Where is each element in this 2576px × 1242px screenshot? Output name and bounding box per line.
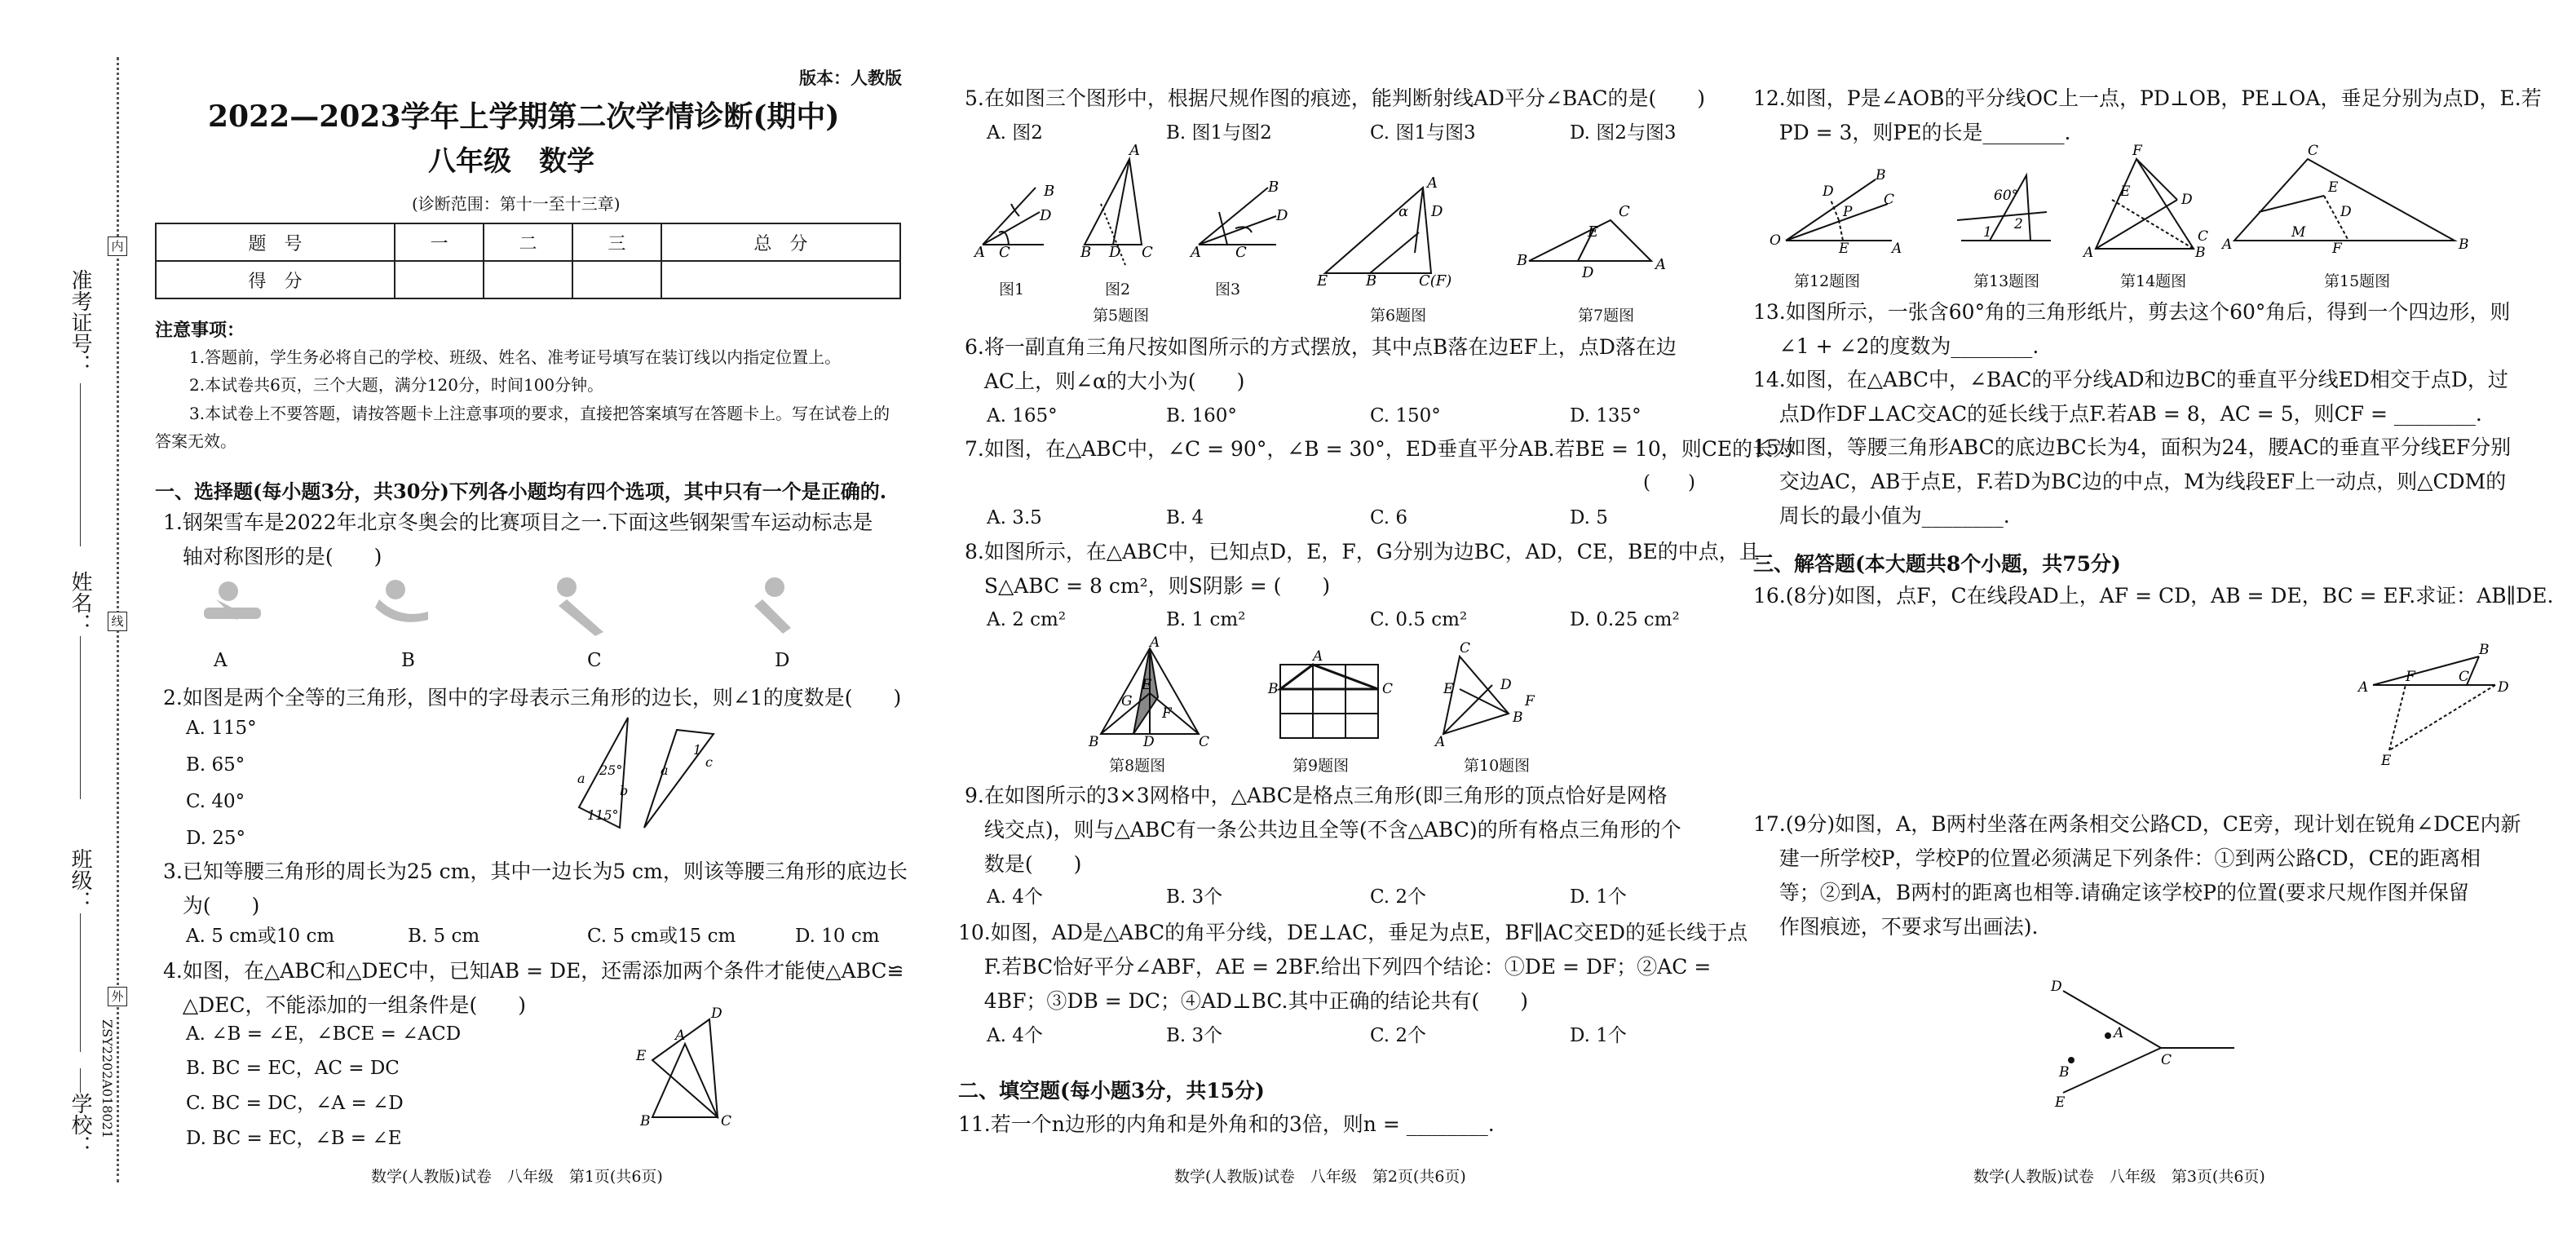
q10-caption: 第10题图 [1464, 757, 1531, 775]
q9-option-b: B. 3个 [1166, 886, 1223, 908]
q5-figures [974, 142, 1741, 294]
q5-fig1-caption: 图1 [999, 281, 1025, 298]
binding-mark-line: 线 [108, 612, 127, 631]
svg-text:O: O [1770, 232, 1781, 249]
svg-text:A: A [1129, 142, 1140, 159]
svg-text:60°: 60° [1994, 188, 2019, 204]
svg-text:α: α [1398, 203, 1409, 220]
svg-text:C: C [1884, 192, 1895, 208]
question-13: 13.如图所示，一张含60°角的三角形纸片，剪去这个60°角后，得到一个四边形，则 ∠1 + ∠2的度数为________. [1753, 300, 2511, 358]
q3-option-b: B. 5 cm [408, 926, 480, 947]
score-table [155, 223, 901, 299]
svg-text:A: A [1191, 244, 1201, 261]
question-15: 15.如图，等腰三角形ABC的底边BC长为4，面积为24，腰AC的垂直平分线EF分别 交边AC，AB于点E，F.若D为BC边的中点，M为线段EF上一动点，则△CDM的 周长的最小值为________. [1753, 435, 2512, 528]
q12-caption: 第12题图 [1794, 272, 1861, 290]
exam-title: 2022—2023学年上学期第二次学情诊断(期中) [208, 99, 840, 134]
q3-option-c: C. 5 cm或15 cm [587, 926, 736, 947]
question-6: 6.将一副直角三角尺按如图所示的方式摆放，其中点B落在边EF上，点D落在边 AC上，则∠α的大小为( ) [965, 335, 1677, 393]
svg-text:D: D [2051, 979, 2062, 995]
svg-text:a: a [661, 762, 669, 778]
q1-option-d: D [775, 650, 790, 671]
question-5: 5.在如图三个图形中，根据尺规作图的痕迹，能判断射线AD平分∠BAC的是( ) [965, 86, 1705, 110]
score-cell-3[interactable] [572, 261, 661, 298]
svg-text:G: G [1121, 693, 1133, 709]
q9-caption: 第9题图 [1292, 757, 1350, 775]
question-3: 3.已知等腰三角形的周长为25 cm，其中一边长为5 cm，则该等腰三角形的底边长 为( ) [163, 860, 908, 917]
q17-figure [2039, 979, 2251, 1109]
q7-caption: 第7题图 [1578, 307, 1635, 325]
question-10: 10.如图，AD是△ABC的角平分线，DE⊥AC，垂足为点E，BF∥AC交ED的延长线于点 F.若BC恰好平分∠ABF，AE = 2BF.给出下列四个结论：①DE = DF；②AC = 4BF；③DB = DC；④AD⊥BC.其中正确的结论共有( ) [958, 921, 1748, 1013]
question-7: 7.如图，在△ABC中，∠C = 90°，∠B = 30°，ED垂直平分AB.若BE = 10，则CE的长为 [965, 437, 1794, 461]
svg-text:B: B [2195, 245, 2206, 261]
footer-page-1: 数学(人教版)试卷 八年级 第1页(共6页) [371, 1168, 663, 1186]
q8-caption: 第8题图 [1109, 757, 1166, 775]
svg-text:D: D [2181, 192, 2193, 208]
q6-option-c: C. 150° [1370, 405, 1441, 427]
q9-option-a: A. 4个 [987, 886, 1043, 908]
q4-option-b: B. BC = EC，AC = DC [186, 1058, 400, 1079]
svg-text:D: D [1582, 264, 1594, 281]
question-14: 14.如图，在△ABC中，∠BAC的平分线AD和边BC的垂直平分线ED相交于点D，过 点D作DF⊥AC交AC的延长线于点F.若AB = 8，AC = 5，则CF = ________. [1753, 368, 2508, 426]
q3-option-a: A. 5 cm或10 cm [186, 926, 335, 947]
q7-option-a: A. 3.5 [987, 507, 1042, 528]
q5-option-a: A. 图2 [987, 122, 1043, 144]
score-head-1: 一 [395, 223, 484, 261]
q7-option-b: B. 4 [1166, 507, 1204, 528]
svg-text:A: A [2358, 679, 2369, 696]
svg-text:B: B [1080, 244, 1092, 261]
school-label: 学校： [68, 1093, 92, 1156]
logo-b-icon [375, 580, 428, 622]
q8-option-a: A. 2 cm² [987, 609, 1067, 630]
svg-text:D: D [1109, 244, 1121, 261]
q5-option-b: B. 图1与图2 [1166, 122, 1272, 144]
notice-title: 注意事项： [155, 320, 245, 341]
q5-fig3-caption: 图3 [1215, 281, 1241, 298]
svg-text:B: B [2459, 236, 2469, 253]
q5-option-c: C. 图1与图3 [1370, 122, 1476, 144]
svg-text:A: A [675, 1028, 686, 1044]
q1-option-b: B [401, 650, 415, 671]
svg-text:E: E [2381, 753, 2392, 769]
exam-id-line[interactable] [80, 383, 81, 546]
notice-item-2: 2.本试卷共6页，三个大题，满分120分，时间100分钟。 [189, 375, 604, 395]
footer-page-2: 数学(人教版)试卷 八年级 第2页(共6页) [1174, 1168, 1466, 1186]
question-11: 11.若一个n边形的内角和是外角和的3倍，则n = ________. [958, 1112, 1495, 1136]
svg-text:P: P [1843, 204, 1853, 220]
svg-text:A: A [2083, 245, 2094, 261]
paper-code: ZSY2202A018021 [99, 1019, 115, 1138]
svg-text:A: A [1150, 634, 1160, 651]
q9-option-c: C. 2个 [1370, 886, 1427, 908]
q15-caption: 第15题图 [2324, 272, 2391, 290]
svg-text:D: D [1276, 207, 1288, 224]
q7-option-d: D. 5 [1570, 507, 1608, 528]
svg-text:D: D [1431, 203, 1443, 220]
svg-text:F: F [2332, 241, 2342, 257]
svg-text:C: C [1235, 244, 1247, 261]
version-label: 版本：人教版 [799, 68, 902, 88]
svg-text:A: A [1892, 241, 1902, 257]
svg-text:C: C [1382, 681, 1394, 697]
q7-option-c: C. 6 [1370, 507, 1408, 528]
q4-option-d: D. BC = EC，∠B = ∠E [186, 1128, 402, 1149]
q6-caption: 第6题图 [1370, 307, 1427, 325]
score-cell-total[interactable] [661, 261, 900, 298]
svg-text:A: A [2114, 1025, 2124, 1041]
q10-option-a: A. 4个 [987, 1025, 1043, 1046]
q2-option-d: D. 25° [186, 828, 246, 849]
score-head-label: 题 号 [156, 223, 395, 261]
svg-text:C: C [1142, 244, 1153, 261]
binding-mark-inner: 内 [108, 236, 127, 256]
q6-option-d: D. 135° [1570, 405, 1641, 427]
svg-text:D: D [2340, 204, 2352, 220]
question-17: 17.(9分)如图，A，B两村坐落在两条相交公路CD，CE旁，现计划在锐角∠DCE内新 建一所学校P，学校P的位置必须满足下列条件：①到两公路CD，CE的距离相 等；②到A，B两村的距离也相等.请确定该学校P的位置(要求尺规作图并保留 作图痕迹，不要求写出画法). [1753, 812, 2521, 939]
svg-text:A: A [1427, 175, 1438, 192]
class-label: 班级： [68, 848, 92, 912]
logo-a-icon [204, 581, 261, 620]
name-label: 姓名： [68, 571, 92, 634]
question-4: 4.如图，在△ABC和△DEC中，已知AB = DE，还需添加两个条件才能使△ABC≌ △DEC，不能添加的一组条件是( ) [163, 959, 904, 1017]
q1-option-a: A [214, 650, 228, 671]
svg-text:B: B [1268, 179, 1279, 196]
svg-text:M: M [2291, 224, 2306, 241]
svg-text:A: A [974, 244, 985, 261]
svg-text:E: E [1588, 223, 1599, 241]
svg-text:B: B [1876, 167, 1886, 183]
section-3-heading: 三、解答题(本大题共8个小题，共75分) [1753, 552, 2121, 576]
svg-text:C: C [1619, 203, 1630, 220]
svg-text:D: D [1500, 677, 1512, 693]
q5-caption: 第5题图 [1093, 307, 1150, 325]
exam-subtitle: 八年级 数学 [428, 145, 594, 178]
svg-text:C: C [2198, 228, 2209, 245]
svg-text:B: B [2059, 1064, 2070, 1081]
svg-text:F: F [2406, 669, 2415, 685]
svg-text:C: C [1460, 640, 1471, 656]
score-cell-1[interactable] [395, 261, 484, 298]
svg-text:A: A [1655, 256, 1666, 273]
svg-text:A: A [1313, 648, 1323, 665]
svg-text:b: b [620, 783, 629, 798]
q8-q9-q10-figures [1085, 634, 1606, 754]
exam-scope: (诊断范围：第十一至十三章) [412, 194, 621, 214]
q8-option-c: C. 0.5 cm² [1370, 609, 1468, 630]
section-2-heading: 二、填空题(每小题3分，共15分) [958, 1079, 1265, 1103]
q12-q15-figures [1770, 143, 2512, 273]
binding-mark-outer: 外 [108, 987, 127, 1006]
svg-text:a: a [577, 771, 585, 786]
svg-text:115°: 115° [587, 807, 619, 823]
svg-text:C(F): C(F) [1419, 272, 1452, 290]
svg-text:D: D [1143, 734, 1155, 750]
svg-text:E: E [1839, 241, 1849, 257]
question-9: 9.在如图所示的3×3网格中，△ABC是格点三角形(即三角形的顶点恰好是网格 线交点)，则与△ABC有一条公共边且全等(不含△ABC)的所有格点三角形的个 数是( ) [965, 784, 1681, 876]
logo-c-icon [557, 577, 603, 636]
q3-option-d: D. 10 cm [795, 926, 880, 947]
svg-text:C: C [2161, 1052, 2172, 1068]
svg-text:B: B [1517, 252, 1528, 269]
question-16: 16.(8分)如图，点F，C在线段AD上，AF = CD，AB = DE，BC = EF.求证：AB∥DE. [1753, 584, 2554, 608]
q6-option-b: B. 160° [1166, 405, 1237, 427]
q2-option-a: A. 115° [186, 718, 257, 739]
svg-text:E: E [2328, 179, 2339, 196]
notice-item-3: 3.本试卷上不要答题，请按答题卡上注意事项的要求，直接把答案填写在答题卡上。写在试卷上的答案无效。 [155, 404, 890, 451]
q1-option-c: C [587, 650, 602, 671]
svg-text:A: A [2222, 236, 2233, 253]
svg-text:A: A [1435, 734, 1446, 750]
svg-text:B: B [1044, 183, 1055, 200]
svg-text:1: 1 [1983, 224, 1992, 241]
svg-text:F: F [1162, 705, 1172, 722]
score-row-label: 得 分 [156, 261, 395, 298]
score-head-2: 二 [484, 223, 572, 261]
svg-text:B: B [1089, 734, 1099, 750]
svg-text:C: C [2308, 143, 2319, 159]
svg-text:D: D [711, 1006, 722, 1022]
q10-option-b: B. 3个 [1166, 1025, 1223, 1046]
q13-caption: 第13题图 [1973, 272, 2040, 290]
q4-figure [620, 1006, 758, 1134]
svg-text:c: c [705, 754, 713, 770]
svg-text:C: C [999, 244, 1010, 261]
svg-text:B: B [2479, 642, 2490, 658]
q8-option-b: B. 1 cm² [1166, 609, 1246, 630]
q14-caption: 第14题图 [2120, 272, 2187, 290]
class-line[interactable] [80, 913, 81, 1052]
question-12: 12.如图，P是∠AOB的平分线OC上一点，PD⊥OB，PE⊥OA，垂足分别为点D，E.若 PD = 3，则PE的长是________. [1753, 86, 2542, 144]
notice-item-1: 1.答题前，学生务必将自己的学校、班级、姓名、准考证号填写在装订线以内指定位置上。 [189, 347, 842, 367]
footer-page-3: 数学(人教版)试卷 八年级 第3页(共6页) [1973, 1168, 2265, 1186]
svg-text:B: B [640, 1113, 651, 1129]
logo-d-icon [754, 577, 791, 634]
svg-text:1: 1 [693, 742, 702, 758]
svg-text:E: E [1317, 272, 1328, 290]
q5-option-d: D. 图2与图3 [1570, 122, 1677, 144]
question-2: 2.如图是两个全等的三角形，图中的字母表示三角形的边长，则∠1的度数是( ) [163, 686, 902, 709]
score-head-3: 三 [572, 223, 661, 261]
svg-text:C: C [721, 1113, 732, 1129]
svg-text:F: F [1525, 693, 1535, 709]
q4-option-c: C. BC = DC，∠A = ∠D [186, 1093, 404, 1114]
q2-option-b: B. 65° [186, 754, 245, 776]
q9-option-d: D. 1个 [1570, 886, 1627, 908]
q8-option-d: D. 0.25 cm² [1570, 609, 1680, 630]
svg-text:E: E [636, 1048, 647, 1064]
q2-option-c: C. 40° [186, 791, 245, 812]
svg-text:C: C [2459, 669, 2470, 685]
svg-text:E: E [1443, 681, 1454, 697]
svg-text:B: B [1268, 681, 1279, 697]
svg-text:2: 2 [2014, 216, 2023, 232]
q16-figure [2348, 636, 2512, 767]
svg-text:E: E [2055, 1094, 2066, 1111]
svg-text:D: D [2498, 679, 2509, 696]
q10-option-c: C. 2个 [1370, 1025, 1427, 1046]
svg-text:C: C [1199, 734, 1210, 750]
exam-id-label: 准考证号： [68, 269, 92, 375]
score-head-total: 总 分 [661, 223, 900, 261]
svg-text:E: E [2120, 183, 2131, 200]
q10-option-d: D. 1个 [1570, 1025, 1627, 1046]
school-line[interactable] [80, 1068, 81, 1093]
svg-text:B: B [1366, 272, 1377, 290]
q4-option-a: A. ∠B = ∠E，∠BCE = ∠ACD [186, 1023, 462, 1045]
svg-text:B: B [1513, 709, 1523, 726]
name-line[interactable] [80, 636, 81, 799]
q2-figure [571, 718, 734, 832]
question-1: 1.钢架雪车是2022年北京冬奥会的比赛项目之一.下面这些钢架雪车运动标志是 轴对称图形的是( ) [163, 511, 873, 568]
score-cell-2[interactable] [484, 261, 572, 298]
question-8: 8.如图所示，在△ABC中，已知点D，E，F，G分别为边BC，AD，CE，BE的中点，且 S△ABC = 8 cm²，则S阴影 = ( ) [965, 540, 1760, 598]
svg-text:F: F [2132, 143, 2142, 159]
q5-fig2-caption: 图2 [1105, 281, 1131, 298]
svg-text:E: E [1142, 677, 1152, 693]
q1-logos [179, 575, 832, 640]
q6-option-a: A. 165° [987, 405, 1058, 427]
q7-paren: ( ) [1643, 472, 1695, 493]
svg-text:D: D [1823, 183, 1834, 200]
svg-text:D: D [1040, 207, 1052, 224]
svg-text:25°: 25° [599, 762, 623, 778]
section-1-heading: 一、选择题(每小题3分，共30分)下列各小题均有四个选项，其中只有一个是正确的. [155, 480, 887, 503]
